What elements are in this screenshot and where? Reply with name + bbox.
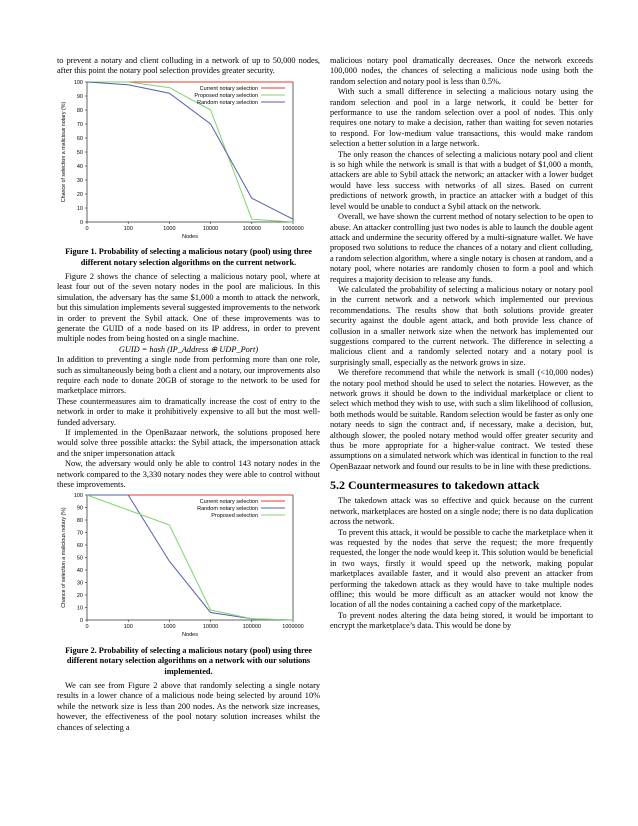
paragraph: If implemented in the OpenBazaar network, the solutions proposed here would solve three possible attacks: the Sybil attack, the impersonation attack and the sniper impersonation attack bbox=[57, 428, 320, 458]
y-tick-label: 40 bbox=[76, 568, 83, 575]
x-tick-label: 10000 bbox=[202, 624, 219, 631]
y-tick-label: 30 bbox=[76, 580, 83, 587]
figure-1 bbox=[57, 77, 320, 245]
figure-2-caption: Figure 2. Probability of selecting a malicious notary (pool) using three different notary selection algorithms on a network with our solutions implemented. bbox=[65, 645, 312, 676]
legend-label: Current notary selection bbox=[199, 499, 258, 506]
x-tick-label: 1000000 bbox=[282, 624, 304, 631]
figure-2-chart bbox=[57, 490, 320, 640]
x-tick-label: 0 bbox=[85, 225, 89, 232]
x-tick-label: 100 bbox=[123, 225, 133, 232]
y-tick-label: 0 bbox=[79, 219, 83, 226]
paragraph: The only reason the chances of selecting a malicious notary pool and client is so high while the network is small is that with a budget of $1,000 a month, attackers are able to Sybil attack the network; an attacker with a lower budget would have less success with networks of all sizes. Based on current predictions of network growth, in practice an attacker with a budget of this level would be unable to conduct a Sybil attack on the network. bbox=[330, 149, 593, 211]
y-tick-label: 80 bbox=[76, 107, 83, 114]
y-tick-label: 20 bbox=[76, 593, 83, 600]
paragraph: We can see from Figure 2 above that randomly selecting a single notary results in a lower chance of a malicious node being selected by around 10% while the network size is less than 200 nodes. As the network size increases, however, the effectiveness of the pool notary solution increases whilst the chances of selecting a bbox=[57, 680, 320, 732]
paragraph: malicious notary pool dramatically decreases. Once the network exceeds 100,000 nodes, the chances of selecting a malicious node using both the random selection and notary pool is less than 0.5%. bbox=[330, 56, 593, 86]
y-tick-label: 100 bbox=[73, 493, 83, 500]
plot-frame bbox=[87, 495, 293, 620]
x-tick-label: 0 bbox=[85, 624, 89, 631]
legend-label: Random notary selection bbox=[197, 99, 258, 106]
x-tick-label: 100 bbox=[123, 624, 133, 631]
x-tick-label: 1000000 bbox=[282, 225, 304, 232]
legend-label: Proposed notary selection bbox=[194, 92, 258, 99]
x-axis-label: Nodes bbox=[182, 632, 198, 639]
x-tick-label: 10000 bbox=[202, 225, 219, 232]
y-tick-label: 70 bbox=[76, 530, 83, 537]
y-tick-label: 30 bbox=[76, 177, 83, 184]
paragraph: We therefore recommend that while the network is small (<10,000 nodes) the notary pool method should be used to select the notaries. However, as the network grows it should be down to the individual marketplace or client to select which method they wish to use, with such a slim likelihood of collusion, both methods would be suitable. Random selection would be faster as only one notary needs to sign the contract and, if necessary, make a decision, but, although slower, the pooled notary method would offer greater security and thus be more appropriate for a higher-value contract. We tested these assumptions on a simulated network which was identical in function to the real OpenBazaar network and found our results to be in line with these predictions. bbox=[330, 368, 593, 471]
y-tick-label: 20 bbox=[76, 191, 83, 198]
y-tick-label: 70 bbox=[76, 121, 83, 128]
plot-frame bbox=[87, 82, 293, 222]
paragraph: To prevent this attack, it would be possible to cache the marketplace when it was requested by the nodes that serve the request; the more frequently requested, the longer the node would keep it. This solution would be beneficial in two ways, firstly it would speed up the network, making popular marketplaces available faster, and it would also prevent an attacker from performing the takedown attack as they would have to take multiple nodes offline; this would be more difficult as an attacker would not know the location of all the nodes containing a cached copy of the marketplace. bbox=[330, 527, 593, 610]
figure-1-caption: Figure 1. Probability of selecting a malicious notary (pool) using three different notary selection algorithms on the current network. bbox=[65, 247, 312, 267]
paragraph: These countermeasures aim to dramatically increase the cost of entry to the network in order to make it prohibitively expensive to all but the most well-funded adversary. bbox=[57, 396, 320, 427]
x-tick-label: 1000 bbox=[163, 225, 176, 232]
section-heading: 5.2 Countermeasures to takedown attack bbox=[330, 478, 540, 493]
legend-label: Random notary selection bbox=[197, 506, 258, 513]
x-tick-label: 1000 bbox=[163, 624, 176, 631]
paragraph: We calculated the probability of selecting a malicious notary or notary pool in the current network and a network which implemented our previous recommendations. The results show that both solutions provide greater security against the double agent attack, and both provide less chance of collusion in a smaller network size when the network has implemented our suggestions compared to the current network. The difference in selecting a malicious client and a randomly selected notary and a notary pool is surprisingly small, especially as the network grows in size. bbox=[330, 284, 593, 367]
legend-label: Proposed selection bbox=[211, 513, 258, 520]
y-tick-label: 90 bbox=[76, 93, 83, 100]
paragraph: The takedown attack was so effective and quick because on the current network, marketplaces are hosted on a single node; there is no data duplication across the network. bbox=[330, 496, 593, 527]
figure-1-chart bbox=[57, 77, 320, 242]
paragraph: Overall, we have shown the current method of notary selection to be open to abuse. An attacker controlling just two nodes is able to launch the double agent attack and undermine the security offered by a multi-signature wallet. We have proposed two solutions to reduce the chances of a notary and client colluding, a random selection algorithm, where a single notary is chosen at random, and a notary pool, where notaries are randomly chosen to form a pool and which requires a majority decision to release any funds. bbox=[330, 212, 593, 284]
y-tick-label: 40 bbox=[76, 163, 83, 170]
paragraph: To prevent nodes altering the data being stored, it would be important to encrypt the marketplace’s data. This would be done by bbox=[330, 610, 593, 631]
paragraph: In addition to preventing a single node from performing more than one role, such as simultaneously being both a client and a notary, our improvements also require each node to donate 20GB of storage to the network to be used for marketplace mirrors. bbox=[57, 355, 320, 396]
legend-label: Current notary selection bbox=[199, 85, 258, 92]
y-tick-label: 80 bbox=[76, 518, 83, 525]
y-tick-label: 50 bbox=[76, 149, 83, 156]
y-axis-label: Chance of selection a malicious notary (%) bbox=[61, 507, 67, 609]
x-axis-label: Nodes bbox=[182, 233, 198, 240]
y-tick-label: 10 bbox=[76, 205, 83, 212]
y-tick-label: 100 bbox=[73, 79, 83, 86]
left-column bbox=[57, 56, 320, 733]
y-tick-label: 60 bbox=[76, 135, 83, 142]
y-tick-label: 90 bbox=[76, 505, 83, 512]
paragraph: Now, the adversary would only be able to control 143 notary nodes in the network compared to the 3,330 notary nodes they were able to control without these improvements. bbox=[57, 459, 320, 490]
right-column bbox=[330, 56, 593, 632]
paragraph: to prevent a notary and client colluding in a network of up to 50,000 nodes, after this point the notary pool selection provides greater security. bbox=[57, 56, 320, 76]
paragraph: Figure 2 shows the chance of selecting a malicious notary pool, where at least four out of the seven notary nodes in the pool are malicious. In this simulation, the adversary has the same $1,000 a month to attack the network, but this simulation implements several suggested improvements to the network in order to prevent the Sybil attack. One of these improvements was to generate the GUID of a node based on its IP address, in order to prevent multiple nodes from being hosted on a single machine. bbox=[57, 271, 320, 344]
y-axis-label: Chance of selection a malicious notary (%) bbox=[61, 101, 67, 203]
figure-2 bbox=[57, 490, 320, 643]
y-tick-label: 50 bbox=[76, 555, 83, 562]
y-tick-label: 60 bbox=[76, 543, 83, 550]
guid-formula: GUID = hash (IP_Address ⊕ UDP_Port) bbox=[118, 344, 259, 354]
y-tick-label: 0 bbox=[79, 618, 83, 625]
x-tick-label: 100000 bbox=[242, 225, 261, 232]
x-tick-label: 100000 bbox=[242, 624, 261, 631]
y-tick-label: 10 bbox=[76, 605, 83, 612]
paragraph: With such a small difference in selecting a malicious notary using the random selection and pool in a large network, it could be better for performance to use the random selection over a pool of nodes. This only requires one notary to make a decision, rather than waiting for seven notaries to respond. For low-medium value transactions, this would make random selection a better solution in a large network. bbox=[330, 87, 593, 149]
